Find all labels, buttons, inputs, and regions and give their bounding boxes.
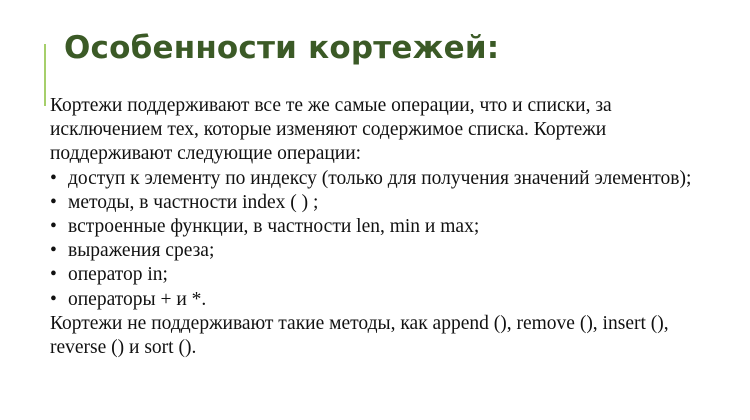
bullet-item <box>50 239 740 263</box>
bullet-item <box>50 191 740 215</box>
bullet-text: оператор in; <box>68 264 168 286</box>
intro-line: Кортежи поддерживают все те же самые операции, что и списки, за <box>50 95 612 116</box>
bullet-text: выражения среза; <box>68 240 215 262</box>
accent-bar <box>44 44 46 106</box>
bullet-text: методы, в частности index ( ) ; <box>68 191 319 213</box>
bullet-item <box>50 263 740 287</box>
slide-title: Особенности кортежей: <box>64 30 500 66</box>
outro-line: Кортежи не поддерживают такие методы, как append (), remove (), insert (), <box>50 312 669 334</box>
bullet-item <box>50 215 740 239</box>
bullet-text: доступ к элементу по индексу (только для получения значений элементов); <box>68 167 692 189</box>
bullet-marker: • <box>50 264 57 286</box>
intro-line: исключением тех, которые изменяют содержимое списка. Кортежи <box>50 119 607 141</box>
bullet-text: операторы + и *. <box>68 288 207 310</box>
bullet-item <box>50 288 740 312</box>
bullet-marker: • <box>50 191 57 213</box>
outro-line: reverse () и sort (). <box>50 336 197 358</box>
bullet-text: встроенные функции, в частности len, min и max; <box>68 215 480 237</box>
slide-body <box>50 94 740 360</box>
bullet-marker: • <box>50 215 57 237</box>
bullet-marker: • <box>50 240 57 262</box>
intro-line: поддерживают следующие операции: <box>50 143 362 165</box>
bullet-marker: • <box>50 288 57 310</box>
bullet-marker: • <box>50 167 57 189</box>
bullet-item <box>50 167 740 191</box>
